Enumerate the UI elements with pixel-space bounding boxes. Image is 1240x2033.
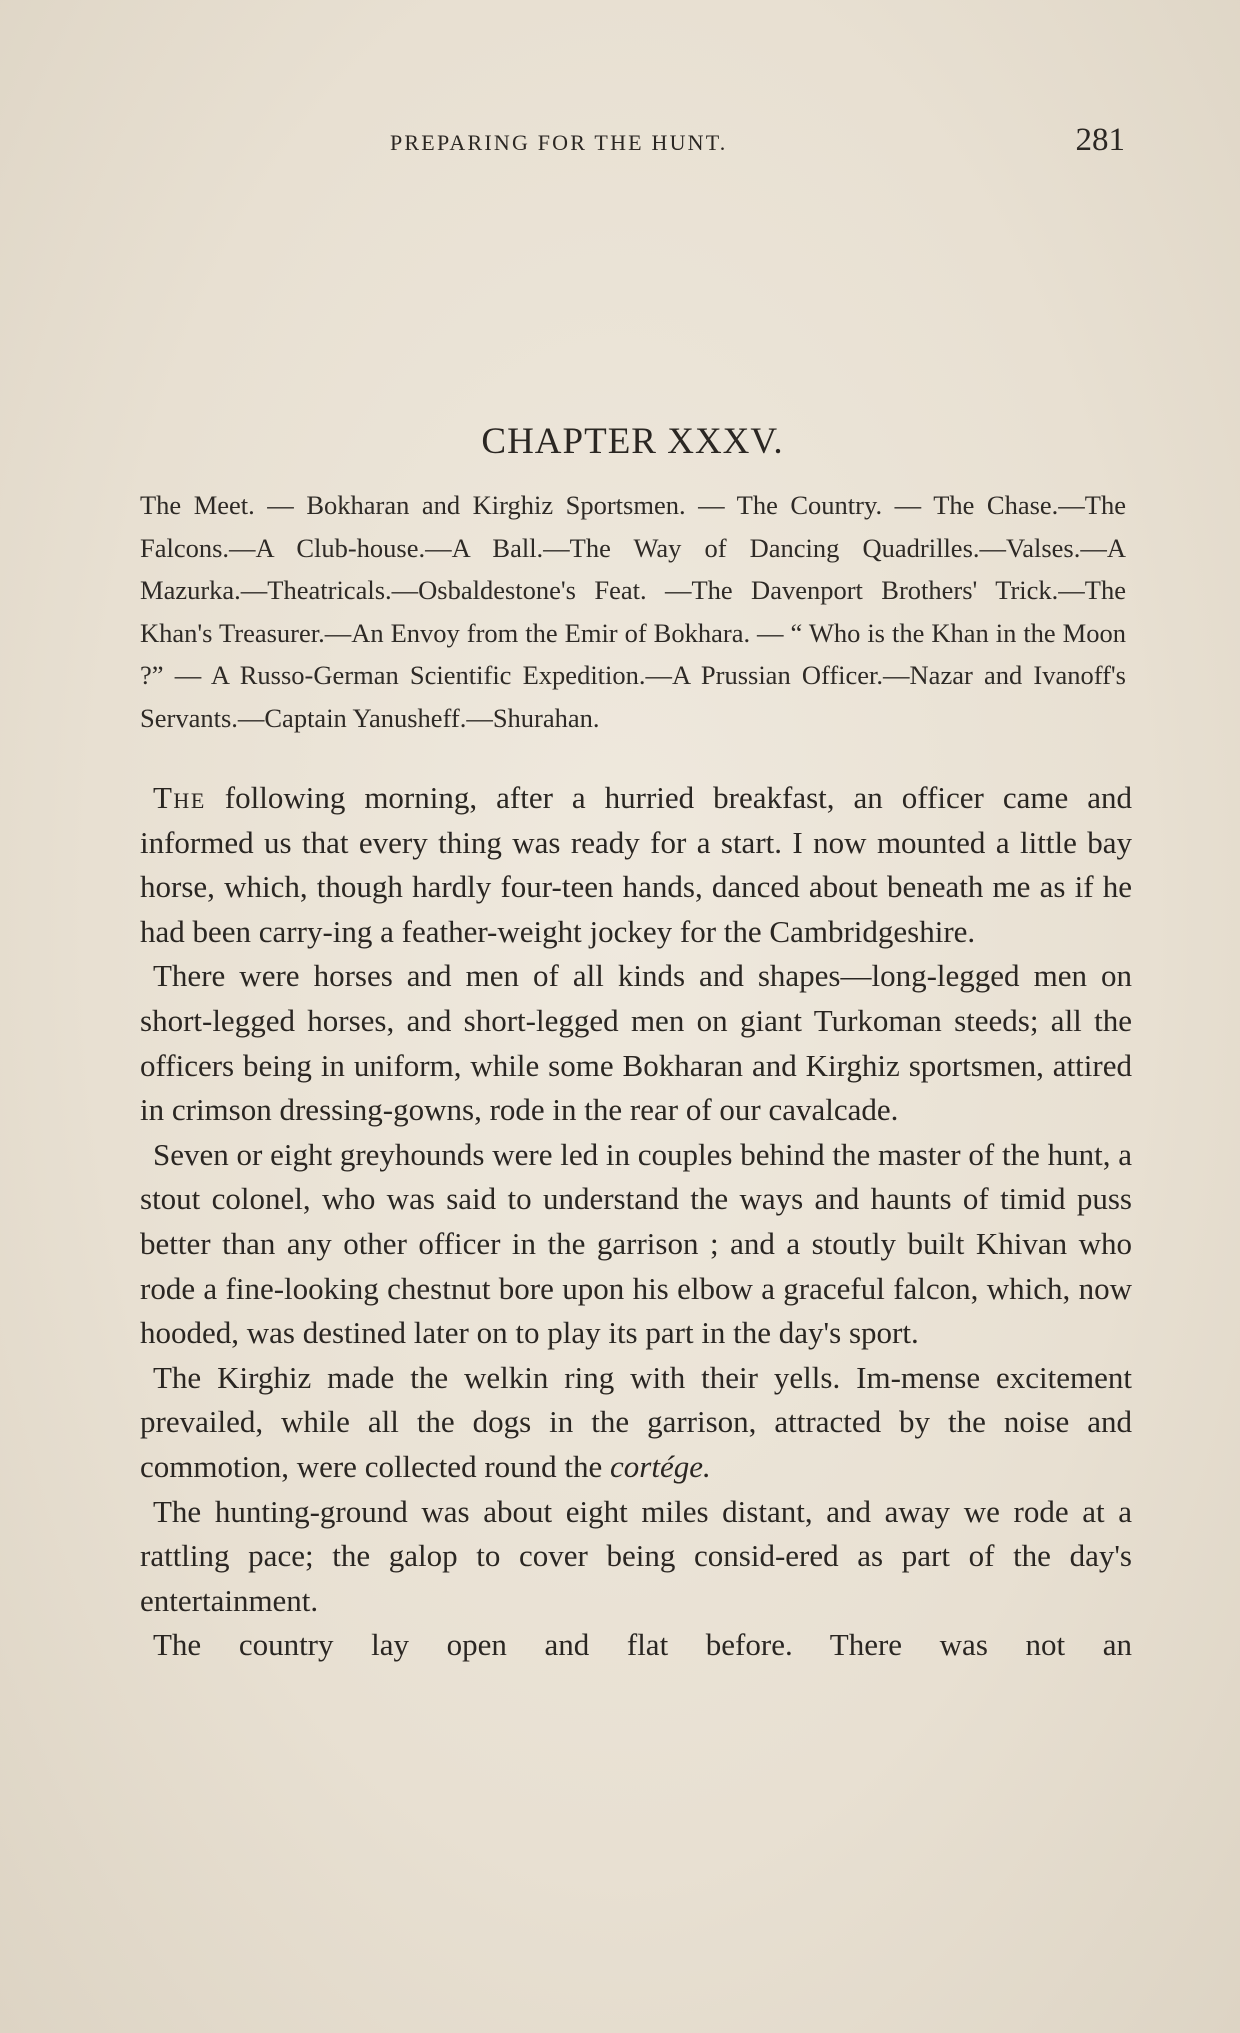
paragraph-4-text: The Kirghiz made the welkin ring with their yells. Im-mense excitement prevailed, while all the dogs in the garrison, attracted by the noise and commotion, were collected round the [140, 1359, 1132, 1484]
paragraph-1 [140, 776, 1132, 954]
paragraph-5: The hunting-ground was about eight miles distant, and away we rode at a rattling pace; the galop to cover being consid-ered as part of the day's entertainment. [140, 1493, 1132, 1618]
page-number: 281 [1075, 122, 1125, 158]
running-title: PREPARING FOR THE HUNT. [390, 130, 728, 155]
paragraph-6: The country lay open and flat before. There was not an [153, 1627, 1132, 1663]
paragraph-2: There were horses and men of all kinds and shapes—long-legged men on short-legged horses, and short-legged men on giant Turkoman steeds; all the officers being in uniform, while some Bokharan and Kirghiz sportsmen, attired in crimson dressing-gowns, rode in the rear of our cavalcade. [140, 958, 1132, 1128]
paragraph-4 [140, 1356, 1132, 1490]
chapter-title: CHAPTER XXXV. [481, 421, 784, 462]
paragraph-1-lead: The [153, 780, 206, 815]
synopsis-text: The Meet. — Bokharan and Kirghiz Sportsmen. — The Country. — The Chase.—The Falcons.—A Club-house.—A Ball.—The Way of Dancing Quadrilles.—Valses.—A Mazurka.—Theatricals.—Osbaldestone's Feat. —The Davenport Brothers' Trick.—The Khan's Treasurer.—An Envoy from the Emir of Bokhara. — “ Who is the Khan in the Moon ?” — A Russo-German Scientific Expedition.—A Prussian Officer.—Nazar and Ivanoff's Servants.—Captain Yanusheff.—Shurahan. [140, 490, 1126, 733]
body-text [140, 776, 1132, 1668]
paragraph-4-italic: cortége. [610, 1448, 711, 1484]
paragraph-3: Seven or eight greyhounds were led in couples behind the master of the hunt, a stout colonel, who was said to understand the ways and haunts of timid puss better than any other officer in the garrison ; and a stoutly built Khivan who rode a fine-looking chestnut bore upon his elbow a graceful falcon, which, now hooded, was destined later on to play its part in the day's sport. [140, 1136, 1132, 1351]
running-header [140, 122, 1125, 162]
paragraph-1-text: following morning, after a hurried breakfast, an officer came and informed us that every thing was ready for a start. I now mounted a little bay horse, which, though hardly four-teen hands, danced about beneath me as if he had been carry-ing a feather-weight jockey for the Cambridgeshire. [140, 780, 1132, 949]
chapter-synopsis [140, 484, 1126, 739]
